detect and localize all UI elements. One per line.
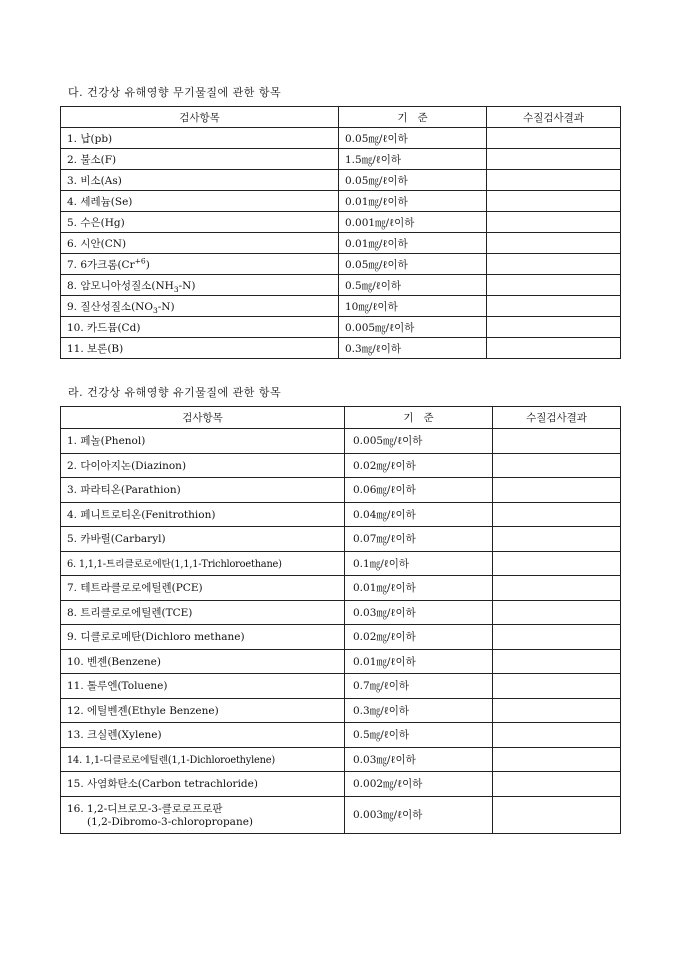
result-cell [487, 296, 621, 317]
table-row [61, 698, 621, 723]
standard-value: 0.002㎎/ℓ이하 [345, 772, 493, 797]
result-cell [487, 275, 621, 296]
result-cell [493, 478, 621, 503]
table-row [61, 478, 621, 503]
header-result: 수질검사결과 [493, 407, 621, 429]
standard-value: 0.001㎎/ℓ이하 [339, 212, 487, 233]
test-item: 13. 크실렌(Xylene) [61, 723, 345, 748]
table-row [61, 212, 621, 233]
section-ra-title: 라. 건강상 유해영향 유기물질에 관한 항목 [68, 386, 282, 399]
header-test-item: 검사항목 [61, 407, 345, 429]
result-cell [487, 317, 621, 338]
standard-value: 0.02㎎/ℓ이하 [345, 625, 493, 650]
test-item: 3. 파라티온(Parathion) [61, 478, 345, 503]
test-item: 1. 페놀(Phenol) [61, 429, 345, 454]
result-cell [493, 723, 621, 748]
standard-value: 0.5㎎/ℓ이하 [345, 723, 493, 748]
result-cell [487, 212, 621, 233]
table-row [61, 317, 621, 338]
test-item: 2. 다이아지논(Diazinon) [61, 453, 345, 478]
header-standard: 기 준 [345, 407, 493, 429]
standard-value: 0.003㎎/ℓ이하 [345, 796, 493, 833]
test-item: 9. 디클로로메탄(Dichloro methane) [61, 625, 345, 650]
result-cell [493, 551, 621, 576]
standard-value: 0.005㎎/ℓ이하 [345, 429, 493, 454]
result-cell [493, 576, 621, 601]
standard-value: 0.01㎎/ℓ이하 [339, 233, 487, 254]
test-item-text: 8. 암모니아성질소(NH [67, 279, 174, 292]
standard-value: 0.3㎎/ℓ이하 [339, 338, 487, 359]
table-row [61, 796, 621, 833]
section-da-title: 다. 건강상 유해영향 무기물질에 관한 항목 [68, 86, 282, 99]
test-item [61, 796, 345, 833]
test-item-text: 7. 6가크롬(Cr [67, 258, 135, 271]
test-item: 10. 카드뮴(Cd) [61, 317, 339, 338]
test-item: 4. 페니트로티온(Fenitrothion) [61, 502, 345, 527]
test-item: 8. 트리클로로에틸렌(TCE) [61, 600, 345, 625]
test-item: 10. 벤젠(Benzene) [61, 649, 345, 674]
test-item: 5. 카바릴(Carbaryl) [61, 527, 345, 552]
result-cell [487, 254, 621, 275]
test-item [61, 254, 339, 275]
test-item: 6. 1,1,1-트리클로로에탄(1,1,1-Trichloroethane) [61, 551, 345, 576]
table-row [61, 338, 621, 359]
table-row [61, 625, 621, 650]
standard-value: 10㎎/ℓ이하 [339, 296, 487, 317]
test-item: 7. 테트라클로로에틸렌(PCE) [61, 576, 345, 601]
test-item: 6. 시안(CN) [61, 233, 339, 254]
table-row [61, 772, 621, 797]
standard-value: 0.01㎎/ℓ이하 [339, 191, 487, 212]
result-cell [493, 674, 621, 699]
header-standard: 기 준 [339, 107, 487, 128]
test-item: 3. 비소(As) [61, 170, 339, 191]
result-cell [487, 170, 621, 191]
table-row [61, 502, 621, 527]
result-cell [487, 149, 621, 170]
standard-value: 1.5㎎/ℓ이하 [339, 149, 487, 170]
standard-value: 0.01㎎/ℓ이하 [345, 649, 493, 674]
standard-value: 0.05㎎/ℓ이하 [339, 170, 487, 191]
test-item: 14. 1,1-디클로로에틸렌(1,1-Dichloroethylene) [61, 747, 345, 772]
result-cell [493, 772, 621, 797]
ion-charge: +6 [134, 256, 146, 265]
result-cell [493, 527, 621, 552]
test-item: 11. 보론(B) [61, 338, 339, 359]
test-item: 4. 세레늄(Se) [61, 191, 339, 212]
test-item [61, 275, 339, 296]
standard-value: 0.005㎎/ℓ이하 [339, 317, 487, 338]
table-row [61, 453, 621, 478]
standard-value: 0.02㎎/ℓ이하 [345, 453, 493, 478]
result-cell [493, 453, 621, 478]
subscript: 3 [173, 284, 179, 294]
result-cell [493, 502, 621, 527]
test-item: 1. 납(pb) [61, 128, 339, 149]
test-item: 15. 사염화탄소(Carbon tetrachloride) [61, 772, 345, 797]
table-row [61, 527, 621, 552]
table-row [61, 576, 621, 601]
inorganic-substances-table [60, 106, 621, 359]
test-item [61, 296, 339, 317]
table-row [61, 649, 621, 674]
standard-value: 0.07㎎/ℓ이하 [345, 527, 493, 552]
table-row [61, 191, 621, 212]
standard-value: 0.3㎎/ℓ이하 [345, 698, 493, 723]
header-result: 수질검사결과 [487, 107, 621, 128]
result-cell [493, 747, 621, 772]
test-item: 12. 에틸벤젠(Ethyle Benzene) [61, 698, 345, 723]
table-row [61, 128, 621, 149]
result-cell [487, 191, 621, 212]
table-row [61, 275, 621, 296]
standard-value: 0.5㎎/ℓ이하 [339, 275, 487, 296]
result-cell [487, 338, 621, 359]
table-row [61, 551, 621, 576]
result-cell [493, 600, 621, 625]
standard-value: 0.03㎎/ℓ이하 [345, 747, 493, 772]
standard-value: 0.06㎎/ℓ이하 [345, 478, 493, 503]
result-cell [493, 796, 621, 833]
organic-substances-table [60, 406, 621, 834]
test-item-text-end: -N) [178, 279, 196, 292]
result-cell [493, 698, 621, 723]
test-item-text: 9. 질산성질소(NO [67, 300, 153, 313]
result-cell [487, 233, 621, 254]
result-cell [493, 625, 621, 650]
result-cell [487, 128, 621, 149]
table-row [61, 723, 621, 748]
result-cell [493, 429, 621, 454]
subscript: 3 [152, 305, 158, 315]
table-header-row [61, 107, 621, 128]
table-row [61, 600, 621, 625]
table-row [61, 233, 621, 254]
test-item-line2: (1,2-Dibromo-3-chloropropane) [87, 816, 254, 828]
standard-value: 0.01㎎/ℓ이하 [345, 576, 493, 601]
table-row [61, 674, 621, 699]
table-row [61, 254, 621, 275]
test-item: 5. 수은(Hg) [61, 212, 339, 233]
table-row [61, 149, 621, 170]
test-item-text-end: -N) [157, 300, 175, 313]
test-item: 2. 불소(F) [61, 149, 339, 170]
standard-value: 0.1㎎/ℓ이하 [345, 551, 493, 576]
test-item-text-end: ) [145, 258, 150, 271]
standard-value: 0.04㎎/ℓ이하 [345, 502, 493, 527]
result-cell [493, 649, 621, 674]
table-row [61, 170, 621, 191]
table-row [61, 296, 621, 317]
standard-value: 0.05㎎/ℓ이하 [339, 254, 487, 275]
standard-value: 0.7㎎/ℓ이하 [345, 674, 493, 699]
table-row [61, 429, 621, 454]
test-item: 11. 톨루엔(Toluene) [61, 674, 345, 699]
standard-value: 0.03㎎/ℓ이하 [345, 600, 493, 625]
header-test-item: 검사항목 [61, 107, 339, 128]
table-header-row [61, 407, 621, 429]
table-row [61, 747, 621, 772]
standard-value: 0.05㎎/ℓ이하 [339, 128, 487, 149]
test-item-line1: 16. 1,2-디브로모-3-클로로프로판 [67, 803, 223, 815]
